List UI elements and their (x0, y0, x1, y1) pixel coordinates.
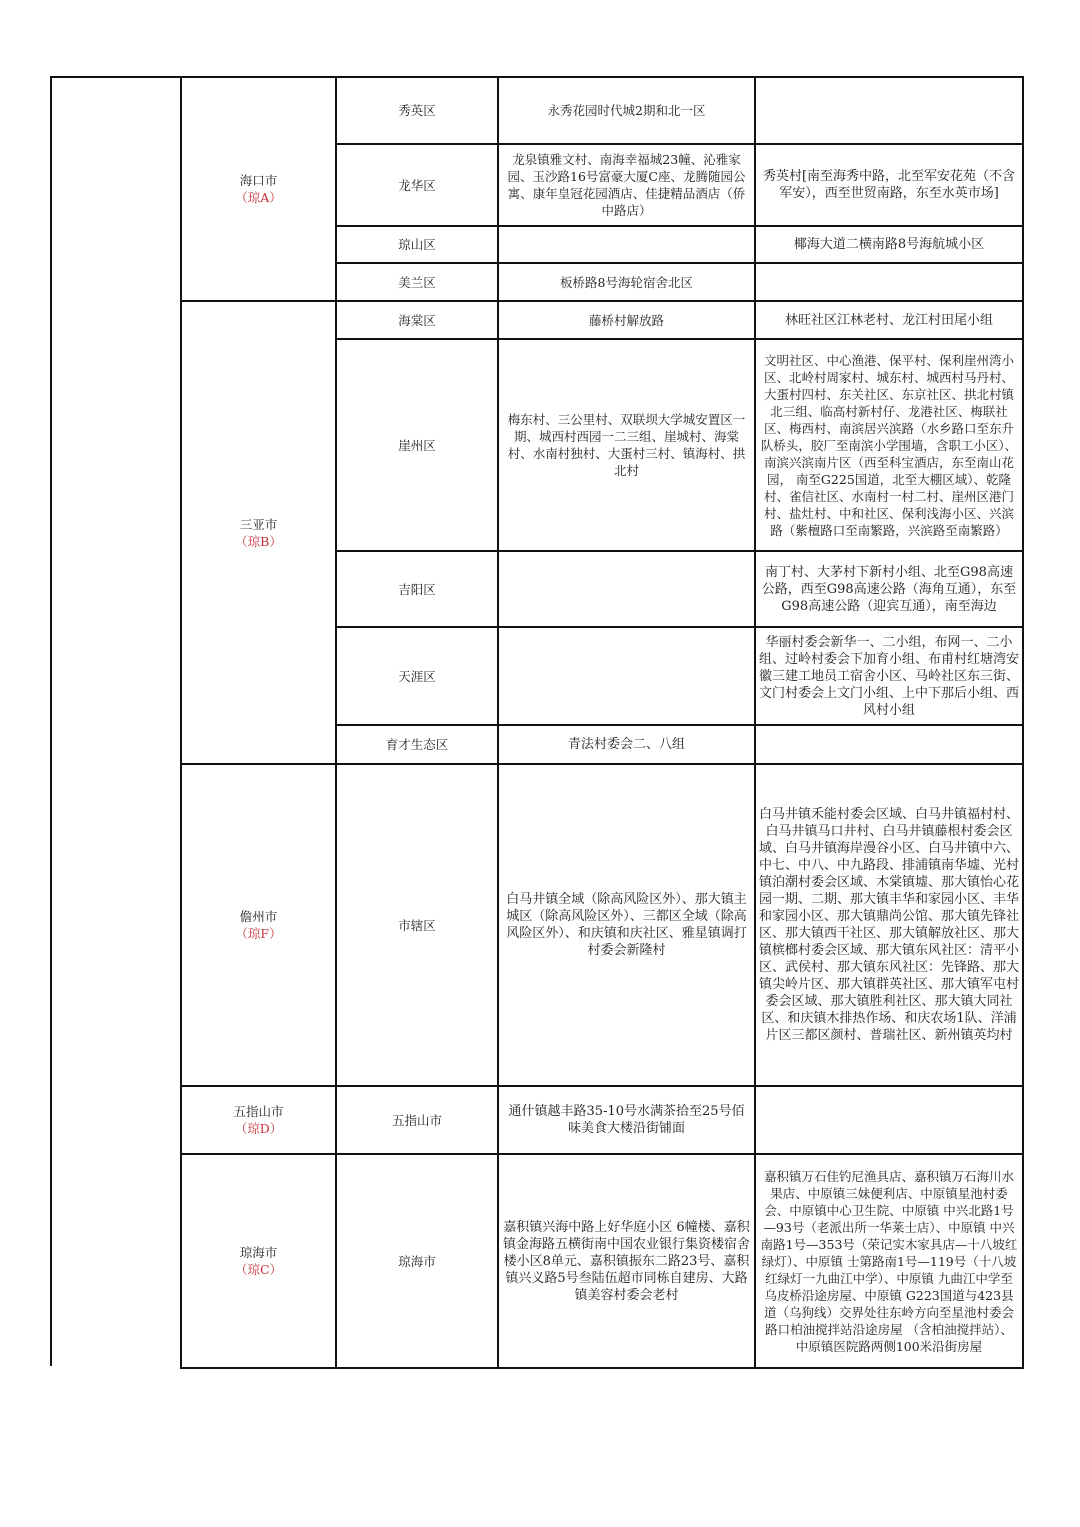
table-row (181, 1086, 1023, 1154)
plate-code: （琼A） (235, 190, 282, 205)
medium-risk-area-cell (755, 1086, 1023, 1154)
city-cell-danzhou (181, 764, 336, 1086)
high-risk-area-cell (498, 627, 755, 725)
city-cell-haikou (181, 77, 336, 301)
medium-risk-area-cell: 椰海大道二横南路8号海航城小区 (755, 226, 1023, 263)
table-row (181, 301, 1023, 339)
city-name: 三亚市 (239, 516, 278, 532)
table-row (181, 764, 1023, 1086)
medium-risk-area-cell: 林旺社区江林老村、龙江村田尾小组 (755, 301, 1023, 339)
city-name: 五指山市 (233, 1104, 284, 1119)
medium-risk-area-cell (755, 263, 1023, 301)
district-cell: 海棠区 (336, 301, 498, 339)
medium-risk-area-cell (755, 725, 1023, 764)
high-risk-area-cell (498, 226, 755, 263)
medium-risk-area-cell: 文明社区、中心渔港、保平村、保利崖州湾小区、北岭村周家村、城东村、城西村马丹村、大蛋村四村、东关社区、东京社区、拱北村镇北三组、临高村新村仔、龙港社区、梅联社区、梅西村、南滨居兴滨路（水乡路口至东升队桥头，胶厂至南滨小学围墙，含职工小区）、南滨兴滨南片区（西至科宝酒店，东至南山花园， 南至G225国道，北至大棚区域）、乾隆村、雀信社区、水南村一村二村、崖州区港门村、盐灶村、中和社区、保利浅海小区、兴滨路（紫檀路口至南繁路，兴滨路至南繁路） (755, 339, 1023, 551)
high-risk-area-cell: 板桥路8号海轮宿舍北区 (498, 263, 755, 301)
district-cell: 美兰区 (336, 263, 498, 301)
district-cell: 吉阳区 (336, 551, 498, 627)
high-risk-area-cell: 青法村委会二、八组 (498, 725, 755, 764)
district-cell: 市辖区 (336, 764, 498, 1086)
plate-code: （琼B） (235, 533, 282, 549)
high-risk-area-cell: 梅东村、三公里村、双联坝大学城安置区一期、城西村西园一二三组、崖城村、海棠村、水南村独村、大蛋村三村、镇海村、拱北村 (498, 339, 755, 551)
district-cell: 琼海市 (336, 1154, 498, 1368)
city-cell-qionghai (181, 1154, 336, 1368)
risk-area-table (180, 76, 1024, 1369)
city-name: 海口市 (239, 173, 278, 188)
district-cell: 天涯区 (336, 627, 498, 725)
city-name: 琼海市 (239, 1245, 278, 1260)
plate-code: （琼D） (234, 1121, 283, 1136)
city-cell-sanya (181, 301, 336, 764)
medium-risk-area-cell: 白马井镇禾能村委会区域、白马井镇福村村、白马井镇马口井村、白马井镇藤根村委会区域、白马井镇海岸漫谷小区、白马井镇中六、中七、中八、中九路段、排浦镇南华墟、光村镇泊潮村委会区域、木棠镇墟、那大镇怡心花园一期、二期、那大镇丰华和家园小区、丰华和家园小区、那大镇鼎尚公馆、那大镇先锋社区、那大镇西干社区、那大镇解放社区、那大镇槟榔村委会区域、那大镇东风社区：清平小区、武侯村、那大镇东风社区：先锋路、那大镇尖岭片区、那大镇群英社区、那大镇军屯村委会区域、那大镇胜利社区、那大镇大同社区、和庆镇木排热作场、和庆农场1队、洋浦片区三都区颜村、普瑞社区、新州镇英均村 (755, 764, 1023, 1086)
high-risk-area-cell: 嘉积镇兴海中路上好华庭小区 6幢楼、嘉积镇金海路五横街南中国农业银行集资楼宿舍楼小区8单元、嘉积镇振东二路23号、嘉积镇兴义路5号叁陆伍超市同栋自建房、大路镇美容村委会老村 (498, 1154, 755, 1368)
medium-risk-area-cell: 嘉积镇万石佳钓尼渔具店、嘉积镇万石海川水果店、中原镇三妹便利店、中原镇星池村委会、中原镇中心卫生院、中原镇 中兴北路1号—93号（老派出所一华莱士店）、中原镇 中兴南路1号—353号（荣记实木家具店—十八坡红绿灯）、中原镇 士第路南1号—119号（十八坡红绿灯一九曲江中学）、中原镇 九曲江中学至乌皮桥沿途房屋、中原镇 G223国道与423县道（乌狗线）交界处往东岭方向至星池村委会路口柏油搅拌站沿途房屋 （含柏油搅拌站）、中原镇医院路两侧100米沿街房屋 (755, 1154, 1023, 1368)
plate-code: （琼C） (234, 1262, 283, 1277)
district-cell: 育才生态区 (336, 725, 498, 764)
high-risk-area-cell (498, 551, 755, 627)
medium-risk-area-cell: 秀英村[南至海秀中路，北至军安花苑（不含军安），西至世贸南路，东至水英市场] (755, 144, 1023, 226)
district-cell: 五指山市 (336, 1086, 498, 1154)
high-risk-area-cell: 龙泉镇雅文村、南海幸福城23幢、沁雅家园、玉沙路16号富豪大厦C座、龙腾随园公寓、康年皇冠花园酒店、佳捷精品酒店（侨中路店） (498, 144, 755, 226)
high-risk-area-cell: 白马井镇全域（除高风险区外）、那大镇主城区（除高风险区外）、三都区全域（除高风险区外）、和庆镇和庆社区、雅星镇调打村委会新隆村 (498, 764, 755, 1086)
high-risk-area-cell: 永秀花园时代城2期和北一区 (498, 77, 755, 144)
district-cell: 崖州区 (336, 339, 498, 551)
table-row (181, 1154, 1023, 1368)
high-risk-area-cell: 藤桥村解放路 (498, 301, 755, 339)
medium-risk-area-cell: 华丽村委会新华一、二小组，布网一、二小组、过岭村委会下加育小组、布甫村红塘湾安徽三建工地员工宿舍小区、马岭社区东三街、文门村委会上文门小组、上中下那后小组、西风村小组 (755, 627, 1023, 725)
table-row (181, 77, 1023, 144)
plate-code: （琼F） (235, 926, 282, 941)
district-cell: 龙华区 (336, 144, 498, 226)
medium-risk-area-cell: 南丁村、大茅村下新村小组、北至G98高速公路，西至G98高速公路（海角互通），东至G98高速公路（迎宾互通），南至海边 (755, 551, 1023, 627)
district-cell: 秀英区 (336, 77, 498, 144)
province-column (50, 76, 181, 1366)
medium-risk-area-cell (755, 77, 1023, 144)
city-cell-wuzhishan (181, 1086, 336, 1154)
high-risk-area-cell: 通什镇越丰路35-10号水满茶拾至25号佰味美食大楼沿街铺面 (498, 1086, 755, 1154)
city-name: 儋州市 (239, 909, 278, 924)
district-cell: 琼山区 (336, 226, 498, 263)
